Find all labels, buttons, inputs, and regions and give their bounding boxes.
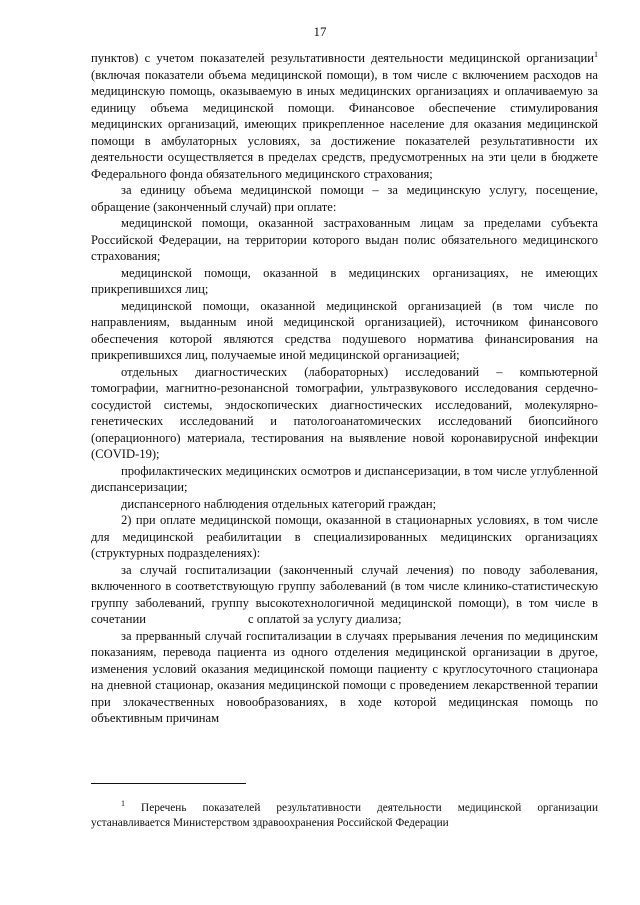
page-number: 17	[313, 24, 327, 39]
paragraph-1-start: пунктов) с учетом показателей результативности деятельности медицинской организации	[91, 51, 594, 65]
footnote-marker: 1	[121, 799, 125, 809]
list-item-no-attached-persons: медицинской помощи, оказанной в медицинских организациях, не имеющих прикрепившихся лиц;	[91, 265, 598, 296]
paragraph-1-rest: (включая показатели объема медицинской помощи), в том числе с включением расходов на медицинскую помощь, оказываемую в иных медицинских организациях и оплачиваемую за единицу объема медицинской помощи. Финансовое обеспечение стимулирования медицинских организаций, имеющих прикрепленное население для оказания медицинской помощи в амбулаторных условиях, за достижение показателей результативности их деятельности осуществляется в пределах средств, предусмотренных на эти цели в бюджете Федерального фонда обязательного медицинского страхования;	[91, 67, 598, 181]
list-item-dispensary-observation: диспансерного наблюдения отдельных категорий граждан;	[121, 496, 437, 511]
footnote-separator	[91, 783, 246, 784]
footnote	[91, 801, 598, 830]
paragraph-1	[91, 50, 598, 182]
list-item-preventive-exams: профилактических медицинских осмотров и диспансеризации, в том числе углубленной диспансеризации;	[91, 463, 598, 494]
paragraph-inpatient-care: 2) при оплате медицинской помощи, оказанной в стационарных условиях, в том числе для медицинской реабилитации в специализированных медицинских организациях (структурных подразделениях):	[91, 513, 598, 560]
footnote-text: Перечень показателей результативности деятельности медицинской организации устанавливается Министерством здравоохранения Российской Федерации	[91, 802, 598, 829]
list-item-hospitalization-case	[91, 562, 598, 628]
main-text	[91, 50, 598, 727]
paragraph-unit-of-volume: за единицу объема медицинской помощи – за медицинскую услугу, посещение, обращение (законченный случай) при оплате:	[91, 183, 598, 214]
list-item-referrals: медицинской помощи, оказанной медицинской организацией (в том числе по направлениям, выданным иной медицинской организацией), источником финансового обеспечения которой являются средства подушевого норматива финансирования на прикрепившихся лиц, получаемые иной медицинской организацией;	[91, 298, 598, 362]
hospitalization-case-end: с оплатой за услугу диализа;	[247, 612, 402, 626]
list-item-interrupted-case: за прерванный случай госпитализации в случаях прерывания лечения по медицинским показаниям, перевода пациента из одного отделения медицинской организации в другое, изменения условий оказания медицинской помощи пациенту с круглосуточного стационара на дневной стационар, оказания медицинской помощи с проведением лекарственной терапии при злокачественных новообразованиях, в ходе которой медицинская помощь по объективным причинам	[91, 628, 598, 725]
list-item-diagnostic-tests: отдельных диагностических (лабораторных) исследований – компьютерной томографии, магнитно-резонансной томографии, ультразвукового исследования сердечно-сосудистой системы, эндоскопических диагностических исследований, молекулярно-генетических исследований и патологоанатомических исследований биопсийного (операционного) материала, тестирования на выявление новой коронавирусной инфекции (COVID-19);	[91, 364, 598, 461]
list-item-insured-outside-region: медицинской помощи, оказанной застрахованным лицам за пределами субъекта Российской Федерации, на территории которого выдан полис обязательного медицинского страхования;	[91, 216, 598, 263]
footnote-reference[interactable]: 1	[594, 49, 598, 59]
hospitalization-case-start: за случай госпитализации (законченный случай лечения) по поводу заболевания, включенного в соответствующую группу заболеваний (в том числе клинико-статистическую группу заболеваний, группу высокотехнологичной медицинской помощи), в том числе в сочетании	[91, 562, 598, 626]
